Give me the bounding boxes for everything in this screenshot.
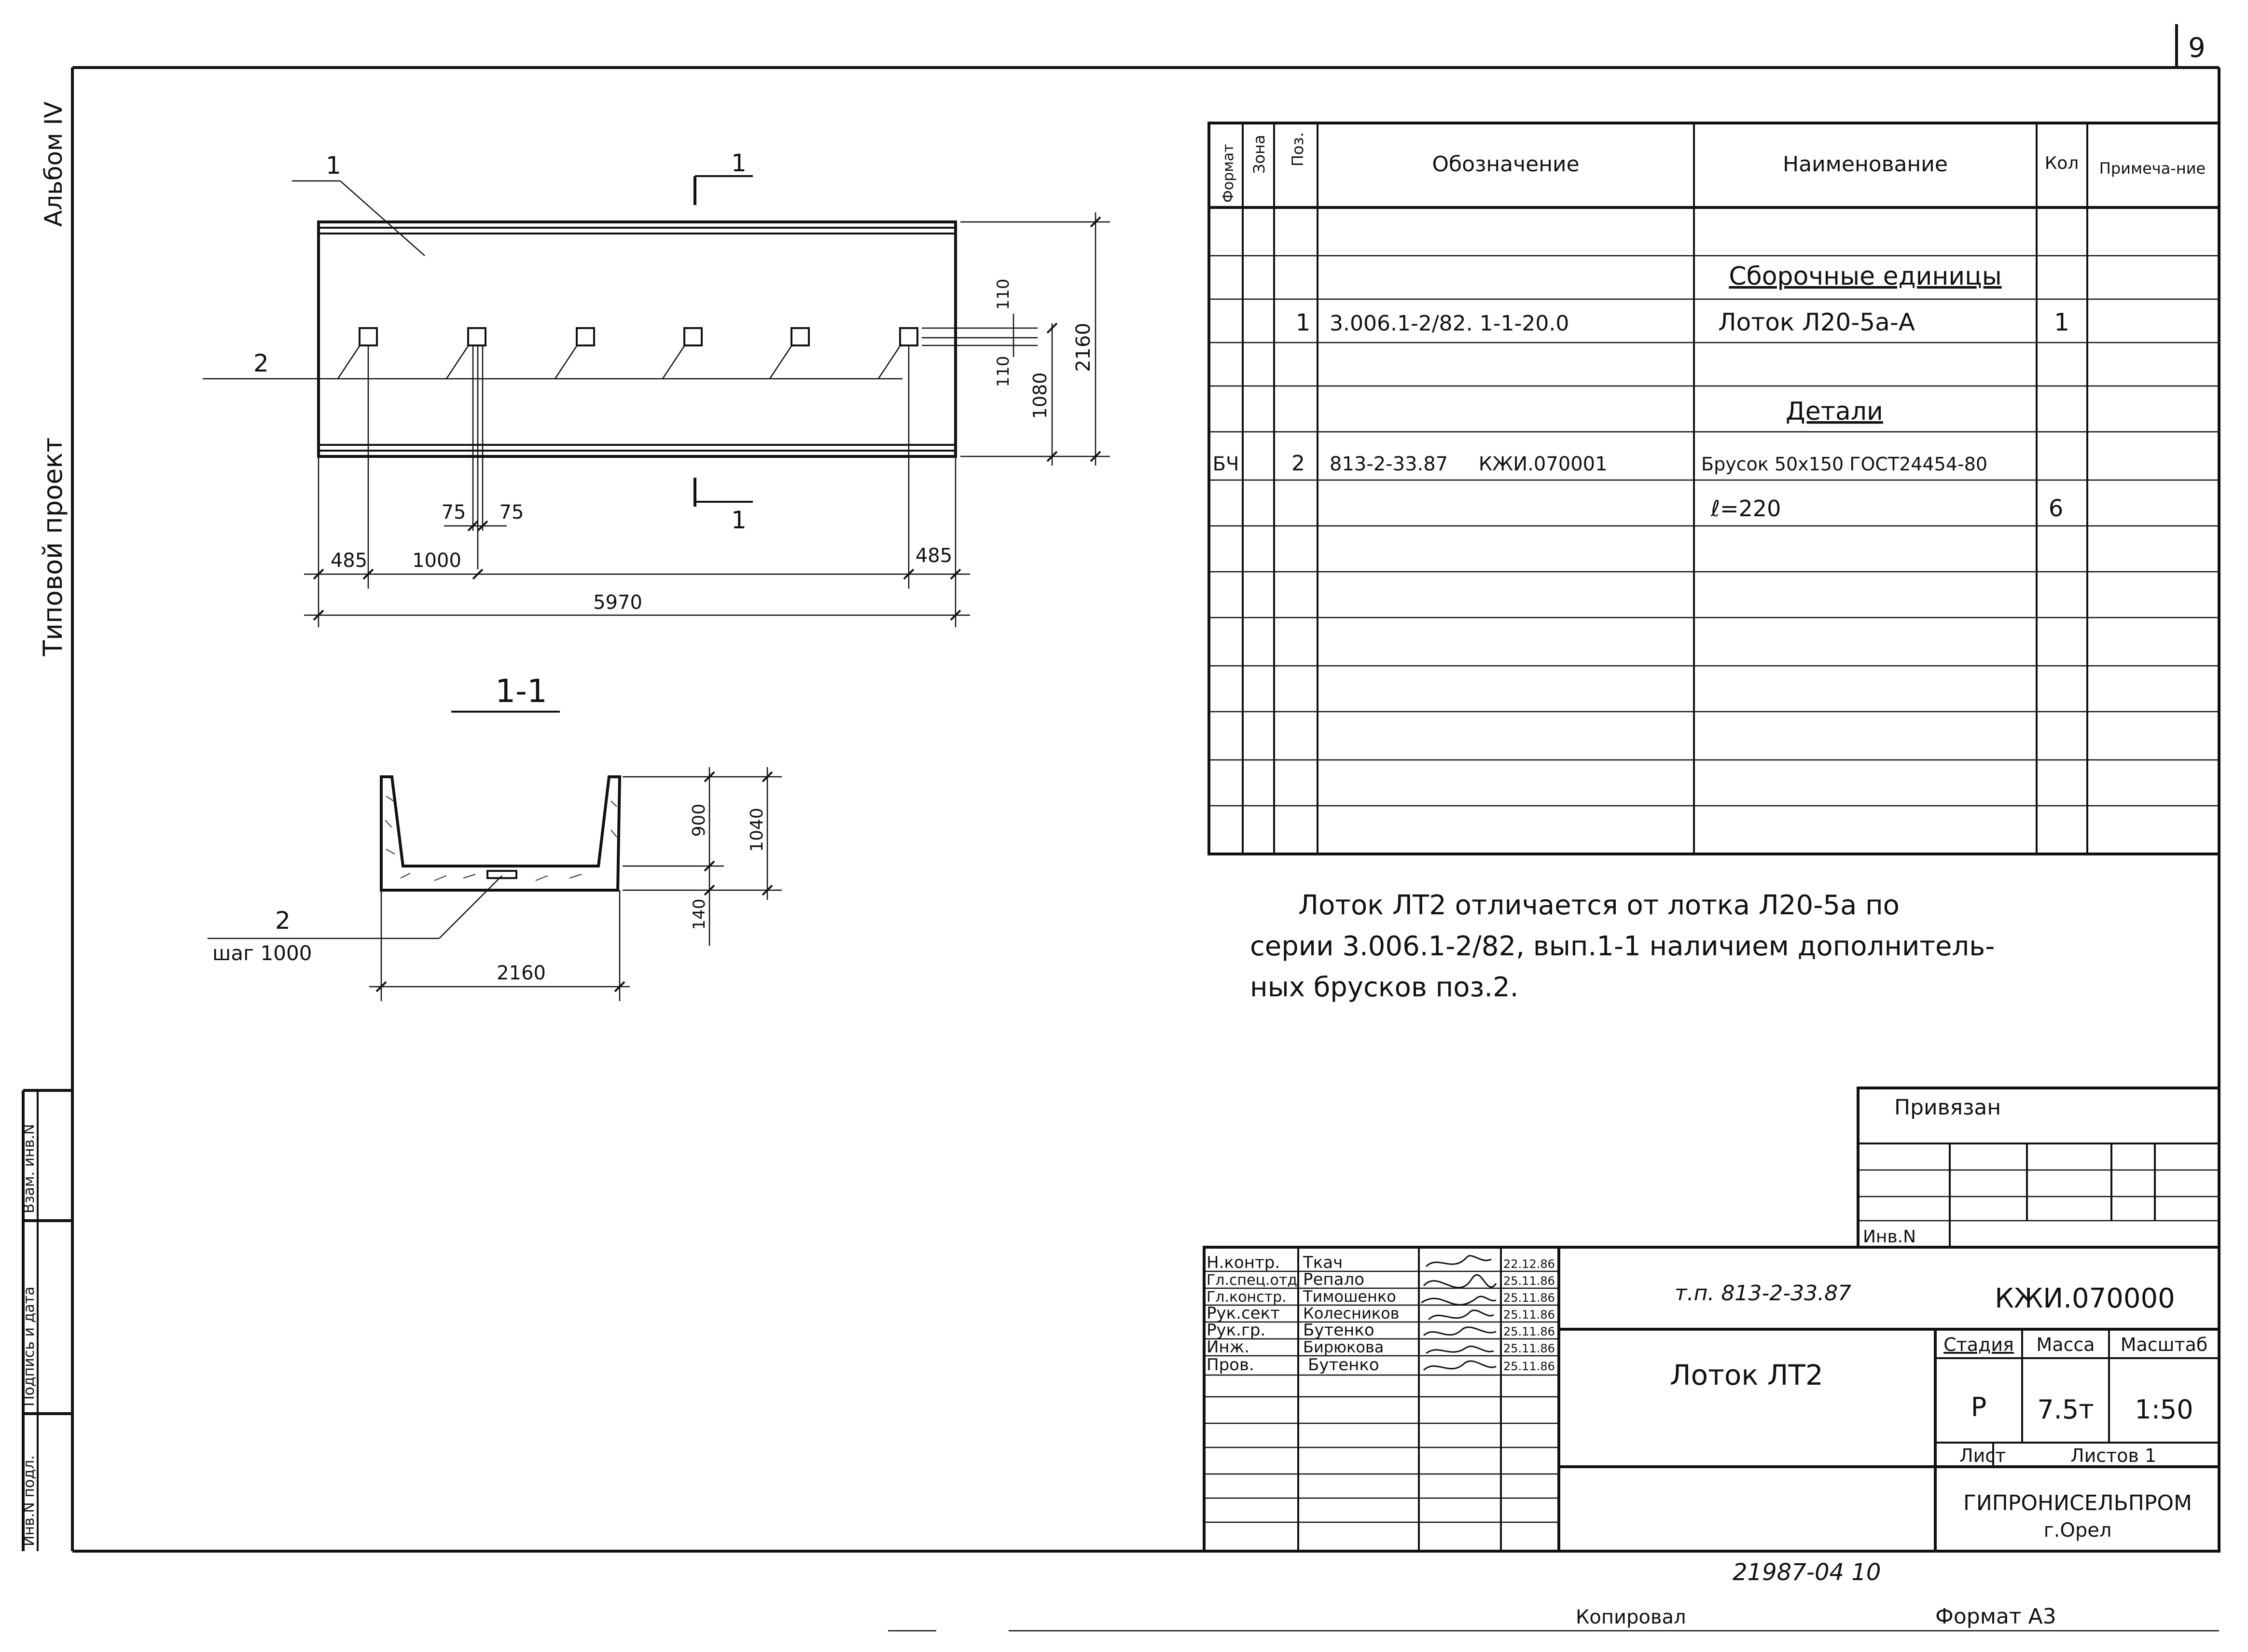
block-markers: [338, 328, 917, 379]
dim-half-width: 1080: [1029, 372, 1051, 419]
note-line: ных брусков поз.2.: [1250, 972, 1519, 1003]
dim-end-left: 485: [330, 550, 368, 572]
staff-date: 25.11.86: [1503, 1325, 1555, 1338]
spec-cell-name: ℓ=220: [1711, 496, 1781, 522]
stage-label: Стадия: [1943, 1334, 2014, 1355]
spec-cell-name: Лоток Л20-5а-А: [1718, 308, 1915, 336]
project-type-label: Типовой проект: [38, 437, 68, 656]
dim-half-a: 75: [441, 501, 466, 523]
section-title: 1-1: [495, 673, 547, 710]
dim-small-b: 110: [994, 356, 1013, 387]
inv-cell-label: Подпись и дата: [21, 1286, 38, 1406]
spec-header-format: Формат: [1220, 144, 1237, 203]
plan-section-mark-bottom: 1: [731, 506, 747, 534]
staff-name: Ткач: [1303, 1253, 1343, 1272]
section-dim-bottom: 140: [690, 898, 709, 930]
note-line: серии 3.006.1-2/82, вып.1-1 наличием дополнитель-: [1250, 931, 1995, 962]
archive-number: 21987-04 10: [1733, 1559, 1881, 1586]
spec-header-zone: Зона: [1250, 135, 1268, 174]
staff-name: Тимошенко: [1303, 1287, 1396, 1306]
doc-code: КЖИ.070000: [1995, 1283, 2175, 1314]
sheet-label: Лист: [1959, 1445, 2006, 1466]
inv-cell-label: Инв.N подл.: [21, 1455, 38, 1546]
staff-date: 25.11.86: [1503, 1308, 1555, 1322]
dim-total: 5970: [593, 592, 642, 614]
staff-role: Пров.: [1207, 1355, 1254, 1375]
staff-role: Гл.констр.: [1207, 1289, 1287, 1306]
staff-name: Репало: [1303, 1270, 1365, 1289]
plan-pos2-label: 2: [253, 349, 269, 377]
mass-label: Масса: [2036, 1334, 2095, 1355]
spec-heading-parts: Детали: [1786, 397, 1883, 426]
section-pos2-label: 2: [275, 907, 291, 935]
scale-value: 1:50: [2135, 1394, 2193, 1425]
section-dim-width: 2160: [497, 962, 546, 984]
staff-role: Рук.гр.: [1207, 1321, 1266, 1340]
section-view: [208, 767, 782, 1001]
note-line: Лоток ЛТ2 отличается от лотка Л20-5а по: [1298, 890, 1900, 921]
spec-cell-pos: 1: [1295, 309, 1311, 336]
organization-name: ГИПРОНИСЕЛЬПРОМ: [1963, 1491, 2192, 1515]
spec-header-name: Наименование: [1783, 152, 1948, 177]
staff-date: 25.11.86: [1503, 1342, 1555, 1355]
spec-heading-assembly: Сборочные единицы: [1729, 262, 2002, 291]
staff-date: 25.11.86: [1503, 1274, 1555, 1288]
staff-role: Гл.спец.отд: [1207, 1272, 1298, 1289]
dim-step: 1000: [412, 550, 461, 572]
dim-width: 2160: [1072, 323, 1095, 372]
plan-section-mark-top: 1: [731, 149, 747, 177]
copied-label: Копировал: [1576, 1606, 1686, 1628]
privyazan-label: Привязан: [1894, 1095, 2001, 1120]
sheets-label: Листов 1: [2070, 1445, 2157, 1466]
spec-rows: [1213, 262, 2069, 522]
spec-cell-qty: 6: [2048, 495, 2064, 522]
spec-header-note: Примеча-ние: [2099, 159, 2206, 178]
staff-name: Бутенко: [1303, 1321, 1374, 1340]
spec-cell-designation: 3.006.1-2/82. 1-1-20.0: [1330, 311, 1569, 336]
staff-name: Колесников: [1303, 1304, 1400, 1322]
spec-cell-pos: 2: [1291, 451, 1305, 476]
spec-cell-name: Брусок 50х150 ГОСТ24454-80: [1701, 454, 1988, 475]
staff-role: Н.контр.: [1207, 1253, 1280, 1272]
stage-value: Р: [1970, 1392, 1987, 1422]
spec-header-qty: Кол: [2044, 153, 2079, 173]
mass-value: 7.5т: [2037, 1394, 2094, 1425]
inv-cell-label: Взам. инв.N: [21, 1124, 38, 1213]
dim-small-a: 110: [994, 278, 1013, 310]
spec-header-pos: Поз.: [1289, 132, 1307, 166]
staff-date: 22.12.86: [1503, 1257, 1555, 1271]
dim-half-b: 75: [499, 501, 524, 523]
page-number: 9: [2188, 32, 2206, 64]
staff-date: 25.11.86: [1503, 1291, 1555, 1305]
spec-header-designation: Обозначение: [1432, 152, 1580, 177]
spec-table: [1209, 123, 2219, 854]
spec-cell-designation: 813-2-33.87 КЖИ.070001: [1330, 453, 1608, 475]
plan-pos1-label: 1: [326, 151, 341, 179]
album-label: Альбом IV: [40, 101, 68, 227]
section-dim-inner: 900: [689, 803, 709, 837]
spec-cell-format: БЧ: [1212, 453, 1239, 475]
scale-label: Масштаб: [2120, 1334, 2208, 1355]
privyazan-inv-label: Инв.N: [1863, 1227, 1916, 1247]
signatures: [1421, 1256, 1496, 1370]
staff-name: Бирюкова: [1303, 1338, 1384, 1356]
staff-role: Инж.: [1207, 1337, 1250, 1357]
spec-cell-qty: 1: [2054, 308, 2069, 336]
organization-city: г.Орел: [2043, 1519, 2112, 1542]
section-dim-outer: 1040: [747, 808, 767, 852]
staff-date: 25.11.86: [1503, 1360, 1555, 1373]
staff-role: Рук.сект: [1207, 1304, 1280, 1323]
staff-name: Бутенко: [1308, 1355, 1379, 1375]
item-name: Лоток ЛТ2: [1670, 1359, 1823, 1391]
dim-end-right: 485: [915, 545, 953, 567]
format-label: Формат А3: [1935, 1604, 2056, 1629]
project-code: т.п. 813-2-33.87: [1675, 1281, 1852, 1306]
section-step-label: шаг 1000: [212, 941, 312, 965]
